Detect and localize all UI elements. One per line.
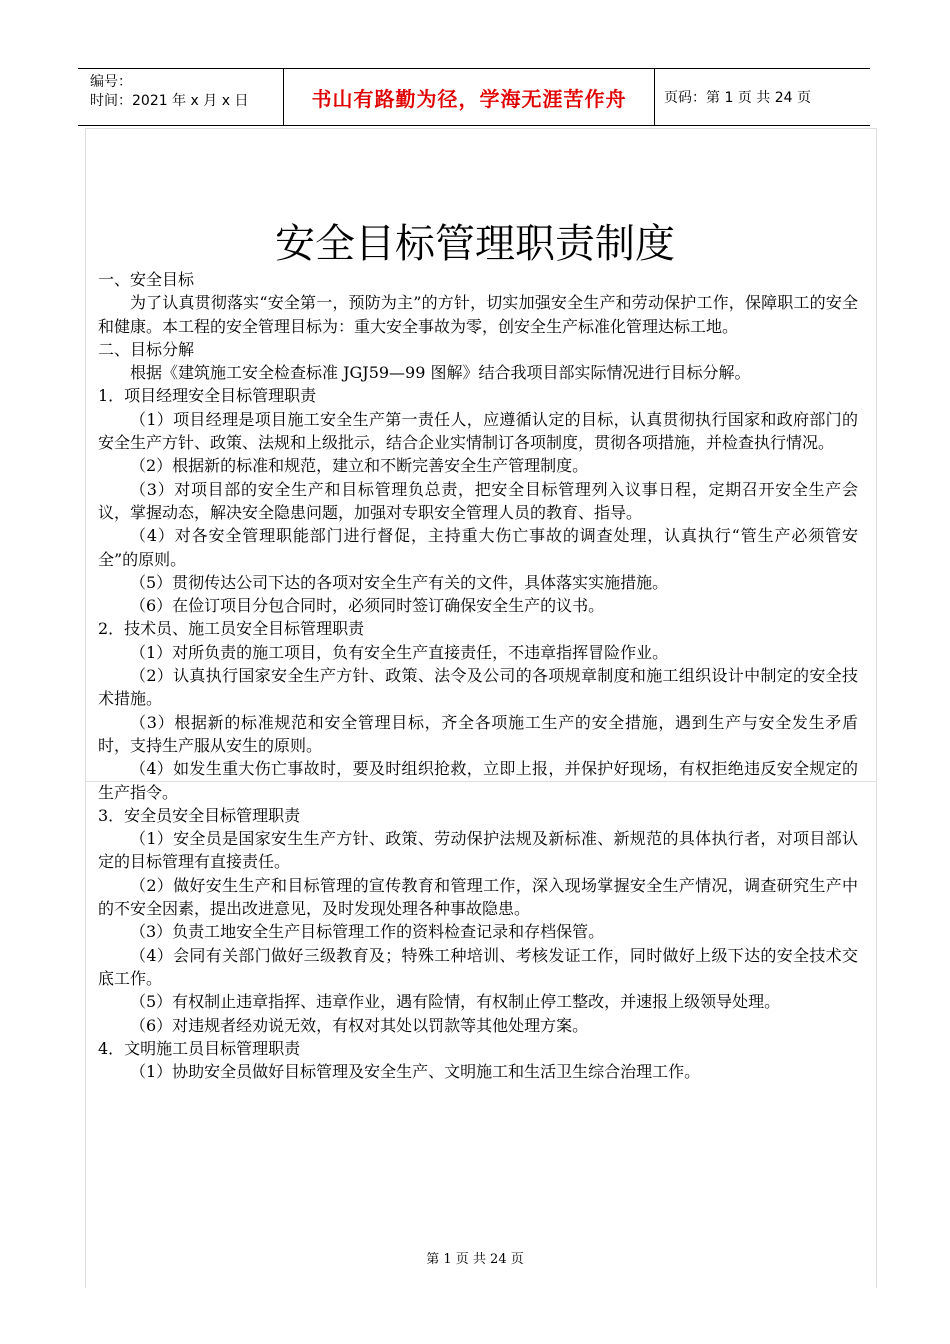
body-paragraph: （6）对违规者经劝说无效，有权对其处以罚款等其他处理方案。 <box>130 1015 589 1035</box>
body-paragraph: （1）项目经理是项目施工安全生产第一责任人，应遵循认定的目标，认真贯彻执行国家和政府部门的安全生产方针、政策、法规和上级批示，结合企业实情制订各项制度，贯彻各项措施，并检查执行情况。 <box>98 409 858 453</box>
frame-top-line <box>85 128 877 129</box>
header-motto-cell <box>283 69 655 125</box>
document-date-label: 时间：2021 年 x 月 x 日 <box>90 93 249 109</box>
body-paragraph: （1）协助安全员做好目标管理及安全生产、文明施工和生活卫生综合治理工作。 <box>130 1062 701 1082</box>
section-heading: 2．技术员、施工员安全目标管理职责 <box>98 619 365 639</box>
body-paragraph: （2）认真执行国家安全生产方针、政策、法令及公司的各项规章制度和施工组织设计中制定的安全技术措施。 <box>98 666 858 709</box>
document-body <box>98 268 858 1083</box>
body-paragraph: （5）有权制止违章指挥、违章作业，遇有险情，有权制止停工整改，并速报上级领导处理。 <box>130 992 781 1012</box>
section-heading: 3．安全员安全目标管理职责 <box>98 805 301 825</box>
page-footer: 第 1 页 共 24 页 <box>426 1252 524 1267</box>
header-meta-cell <box>78 69 282 125</box>
body-paragraph: （3）对项目部的安全生产和目标管理负总责，把安全目标管理列入议事日程，定期召开安全生产会议，掌握动态，解决安全隐患问题，加强对专职安全管理人员的教育、指导。 <box>98 479 858 522</box>
section-heading: 1．项目经理安全目标管理职责 <box>98 386 317 406</box>
header-page-cell <box>654 69 870 125</box>
header-page-info: 页码：第 1 页 共 24 页 <box>664 90 811 106</box>
document-number-label: 编号： <box>90 74 132 90</box>
document-header <box>78 68 870 126</box>
frame-left-line <box>85 128 86 1288</box>
body-paragraph: （3）根据新的标准规范和安全管理目标，齐全各项施工生产的安全措施，遇到生产与安全发生矛盾时，支持生产服从安生的原则。 <box>98 712 858 755</box>
body-paragraph: （2）根据新的标准和规范，建立和不断完善安全生产管理制度。 <box>130 456 589 476</box>
section-heading: 一、安全目标 <box>98 270 195 289</box>
body-paragraph: 根据《建筑施工安全检查标准 JGJ59—99 图解》结合我项目部实际情况进行目标分解。 <box>130 363 751 383</box>
body-paragraph: （4）会同有关部门做好三级教育及；特殊工种培训、考核发证工作，同时做好上级下达的安全技术交底工作。 <box>98 945 858 988</box>
body-paragraph: （4）如发生重大伤亡事故时，要及时组织抢救，立即上报，并保护好现场，有权拒绝违反安全规定的生产指令。 <box>98 759 858 802</box>
header-motto: 书山有路勤为径，学海无涯苦作舟 <box>311 86 627 111</box>
document-title: 安全目标管理职责制度 <box>275 221 675 267</box>
body-paragraph: （6）在俭订项目分包合同时，必须同时签订确保安全生产的议书。 <box>130 596 605 616</box>
body-paragraph: 为了认真贯彻落实“安全第一，预防为主”的方针，切实加强安全生产和劳动保护工作，保障职工的安全和健康。本工程的安全管理目标为：重大安全事故为零，创安全生产标准化管理达标工地。 <box>98 293 858 336</box>
body-paragraph: （2）做好安生生产和目标管理的宣传教育和管理工作，深入现场掌握安全生产情况，调查研究生产中的不安全因素，提出改进意见，及时发现处理各种事故隐患。 <box>98 875 858 919</box>
section-heading: 二、目标分解 <box>98 339 195 359</box>
frame-right-line <box>876 128 877 1288</box>
section-heading: 4．文明施工员目标管理职责 <box>98 1038 301 1058</box>
body-paragraph: （3）负责工地安全生产目标管理工作的资料检查记录和存档保管。 <box>130 922 605 942</box>
body-paragraph: （5）贯彻传达公司下达的各项对安全生产有关的文件，具体落实实施措施。 <box>130 572 669 592</box>
body-paragraph: （1）对所负责的施工项目，负有安全生产直接责任，不违章指挥冒险作业。 <box>130 642 669 662</box>
body-paragraph: （4）对各安全管理职能部门进行督促，主持重大伤亡事故的调查处理，认真执行“管生产必须管安全”的原则。 <box>98 526 858 569</box>
body-paragraph: （1）安全员是国家安生生产方针、政策、劳动保护法规及新标准、新规范的具体执行者，对项目部认定的目标管理有直接责任。 <box>98 829 858 872</box>
